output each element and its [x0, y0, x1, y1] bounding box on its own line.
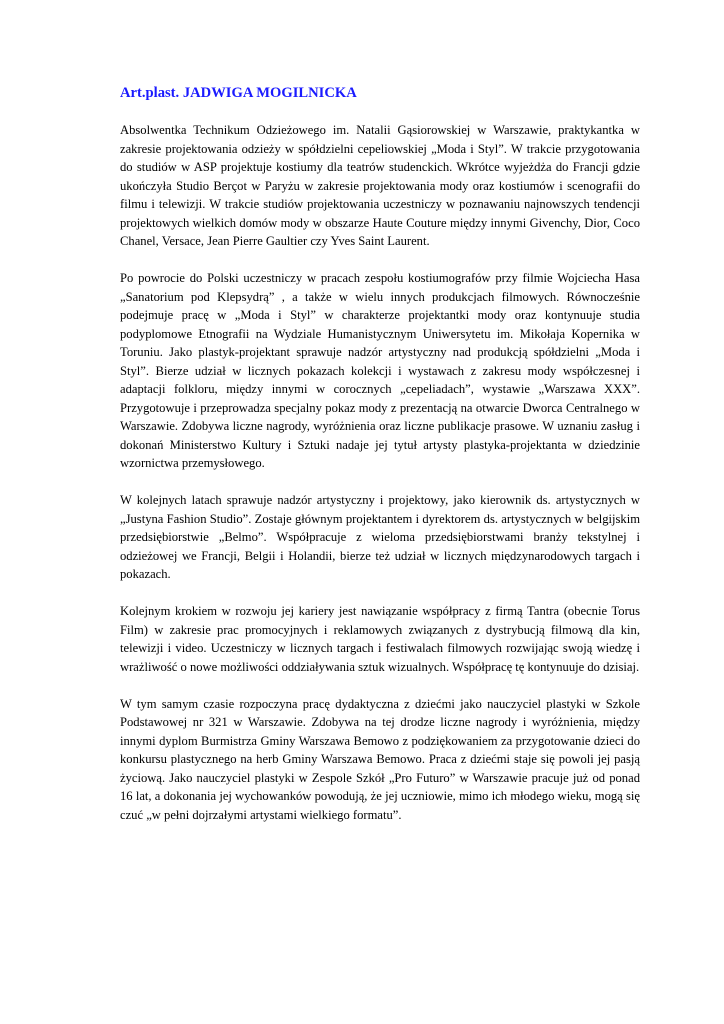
paragraph-teaching: W tym samym czasie rozpoczyna pracę dydaktyczna z dziećmi jako nauczyciel plastyki w Szkole Podstawowej nr 321 w Warszawie. Zdobywa na tej drodze liczne nagrody i wyróżnienia, między innymi dyplom Burmistrza Gminy Warszawa Bemowo z podziękowaniem za przygotowanie dzieci do konkursu plastycznego na herb Gminy Warszawa Bemowo. Praca z dziećmi staje się powoli jej pasją życiową. Jako nauczyciel plastyki w Zespole Szkół „Pro Futuro” w Warszawie pracuje już od ponad 16 lat, a dokonania jej wychowanków powodują, że jej uczniowie, mimo ich młodego wieku, mogą się czuć „w pełni dojrzałymi artystami wielkiego formatu”. — [120, 696, 640, 822]
paragraph-artistic-director: W kolejnych latach sprawuje nadzór artystyczny i projektowy, jako kierownik ds. artystycznych w „Justyna Fashion Studio”. Zostaje głównym projektantem i dyrektorem ds. artystycznych w belgijskim przedsiębiorstwie „Belmo”. Współpracuje z wieloma przedsiębiorstwami branży tekstylnej i odzieżowej we Francji, Belgii i Holandii, bierze też udział w licznych międzynarodowych targach i pokazach. — [120, 493, 640, 581]
document-body — [120, 84, 640, 843]
paragraph-education: Absolwentka Technikum Odzieżowego im. Natalii Gąsiorowskiej w Warszawie, praktykantka w zakresie projektowania odzieży w spółdzielni cepeliowskiej „Moda i Styl”. W trakcie przygotowania do studiów w ASP projektuje kostiumy dla teatrów studenckich. Wkrótce wyjeżdża do Francji gdzie ukończyła Studio Berçot w Paryżu w zakresie projektowania mody oraz kostiumów i scenografii do filmu i telewizji. W trakcie studiów projektowania uczestniczy w poznawaniu najnowszych tendencji projektowych wielkich domów mody w obszarze Haute Couture między innymi Givenchy, Dior, Coco Chanel, Versace, Jean Pierre Gaultier czy Yves Saint Laurent. — [120, 123, 640, 248]
paragraph-film-promotion: Kolejnym krokiem w rozwoju jej kariery jest nawiązanie współpracy z firmą Tantra (obecnie Torus Film) w zakresie prac promocyjnych i reklamowych związanych z dystrybucją filmową dla kin, telewizji i video. Uczestniczy w licznych targach i festiwalach filmowych rozwijając swoją wiedzę i wrażliwość o nowe możliwości oddziaływania sztuk wizualnych. Współpracę tę kontynuuje do dzisiaj. — [120, 604, 640, 674]
paragraph-return-to-poland: Po powrocie do Polski uczestniczy w pracach zespołu kostiumografów przy filmie Wojciecha Hasa „Sanatorium pod Klepsydrą” , a także w wielu innych produkcjach filmowych. Równocześnie podejmuje pracę w „Moda i Styl” w charakterze projektantki mody oraz kontynuuje studia podyplomowe Etnografii na Wydziale Humanistycznym Uniwersytetu im. Mikołaja Kopernika w Toruniu. Jako plastyk-projektant sprawuje nadzór artystyczny nad produkcją spółdzielni „Moda i Styl”. Bierze udział w licznych pokazach kolekcji i wystawach z zakresu mody współczesnej i adaptacji folkloru, między innymi w corocznych „cepeliadach”, wystawie „Warszawa XXX”. Przygotowuje i przeprowadza specjalny pokaz mody z prezentacją na otwarcie Dworca Centralnego w Warszawie. Zdobywa liczne nagrody, wyróżnienia oraz liczne publikacje prasowe. W uznaniu zasług i dokonań Ministerstwo Kultury i Sztuki nadaje jej tytuł artysty plastyka-projektanta w dziedzinie wzornictwa przemysłowego. — [120, 271, 640, 470]
document-title: Art.plast. JADWIGA MOGILNICKA — [120, 85, 357, 101]
